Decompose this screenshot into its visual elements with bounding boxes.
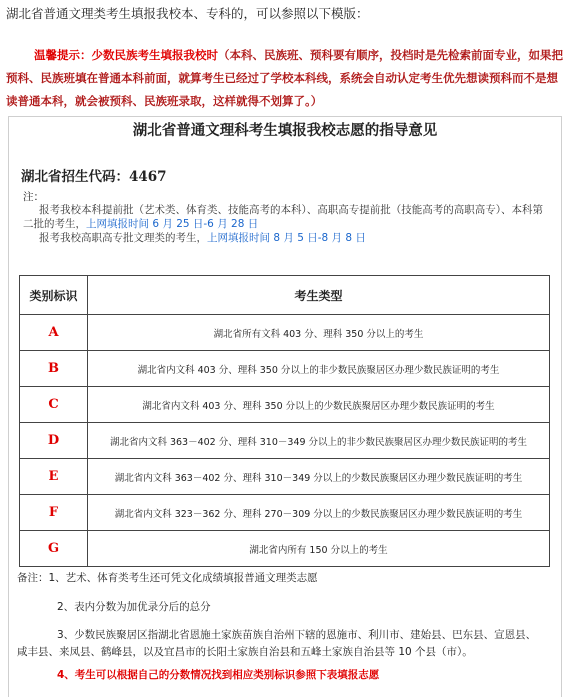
table-header-row [20,276,550,315]
guidance-panel [8,116,562,697]
table-row [20,531,550,567]
type-cell: 湖北省内文科 363－402 分、理科 310－349 分以上的少数民族聚居区办理少数民族证明的考生 [88,459,550,495]
remark-2: 2、表内分数为加优录分后的总分 [57,601,211,613]
table-row [20,315,550,351]
category-table [19,275,550,567]
category-cell: D [20,423,88,459]
table-row [20,423,550,459]
category-cell: B [20,351,88,387]
type-cell: 湖北省所有文科 403 分、理科 350 分以上的考生 [88,315,550,351]
type-cell: 湖北省内文科 403 分、理科 350 分以上的少数民族聚居区办理少数民族证明的考生 [88,387,550,423]
intro-text: 湖北省普通文理类考生填报我校本、专科的，可以参照以下模版： [6,6,369,21]
tip-body: （本科、民族班、预科要有顺序，投档时是先检索前面专业，如果把预科、民族班填在普通本科前面，就算考生已经过了学校本科线，系统会自动认定考生优先想读预科而不是想读普通本科，就会被预科、民族班录取，这样就得不划算了。） [6,48,563,108]
code-value: 4467 [129,169,167,185]
category-cell: A [20,315,88,351]
category-cell: G [20,531,88,567]
tip-label: 温馨提示：少数民族考生填报我校时 [34,48,218,62]
enrollment-code [21,165,167,185]
table-row [20,387,550,423]
note-1-text: 报考我校本科提前批（艺术类、体育类、技能高考的本科）、高职高专提前批（技能高考的高职高专）、本科第二批的考生， [23,204,543,230]
tip-paragraph [6,44,566,113]
note-1 [23,203,548,231]
remark-1: 备注：1、艺术、体育类考生还可凭文化成绩填报普通文理类志愿 [17,572,318,584]
remark-3: 3、少数民族聚居区指湖北省恩施土家族苗族自治州下辖的恩施市、利川市、建始县、巴东县、宣恩县、咸丰县、来凤县、鹤峰县，以及宜昌市的长阳土家族自治县和五峰土家族自治县等 10 个县（市）。 [17,629,537,658]
note-1-date: 上网填报时间 6 月 25 日-6 月 28 日 [86,218,259,230]
type-cell: 湖北省内文科 403 分、理科 350 分以上的非少数民族聚居区办理少数民族证明的考生 [88,351,550,387]
category-cell: E [20,459,88,495]
table-row [20,351,550,387]
note-2-text: 报考我校高职高专批文理类的考生， [39,232,207,244]
header-category: 类别标识 [20,276,88,315]
type-cell: 湖北省内文科 363－402 分、理科 310－349 分以上的非少数民族聚居区办理少数民族证明的考生 [88,423,550,459]
type-cell: 湖北省内所有 150 分以上的考生 [88,531,550,567]
category-cell: C [20,387,88,423]
table-row [20,459,550,495]
note-2-date: 上网填报时间 8 月 5 日-8 月 8 日 [207,232,366,244]
remark-4: 4、考生可以根据自己的分数情况找到相应类别标识参照下表填报志愿 [57,669,380,681]
category-cell: F [20,495,88,531]
type-cell: 湖北省内文科 323－362 分、理科 270－309 分以上的少数民族聚居区办理少数民族证明的考生 [88,495,550,531]
note-head: 注： [23,191,44,203]
header-type: 考生类型 [88,276,550,315]
document-title: 湖北省普通文理科考生填报我校志愿的指导意见 [132,122,438,139]
table-row [20,495,550,531]
code-label: 湖北省招生代码： [21,169,129,185]
note-2 [23,231,548,245]
